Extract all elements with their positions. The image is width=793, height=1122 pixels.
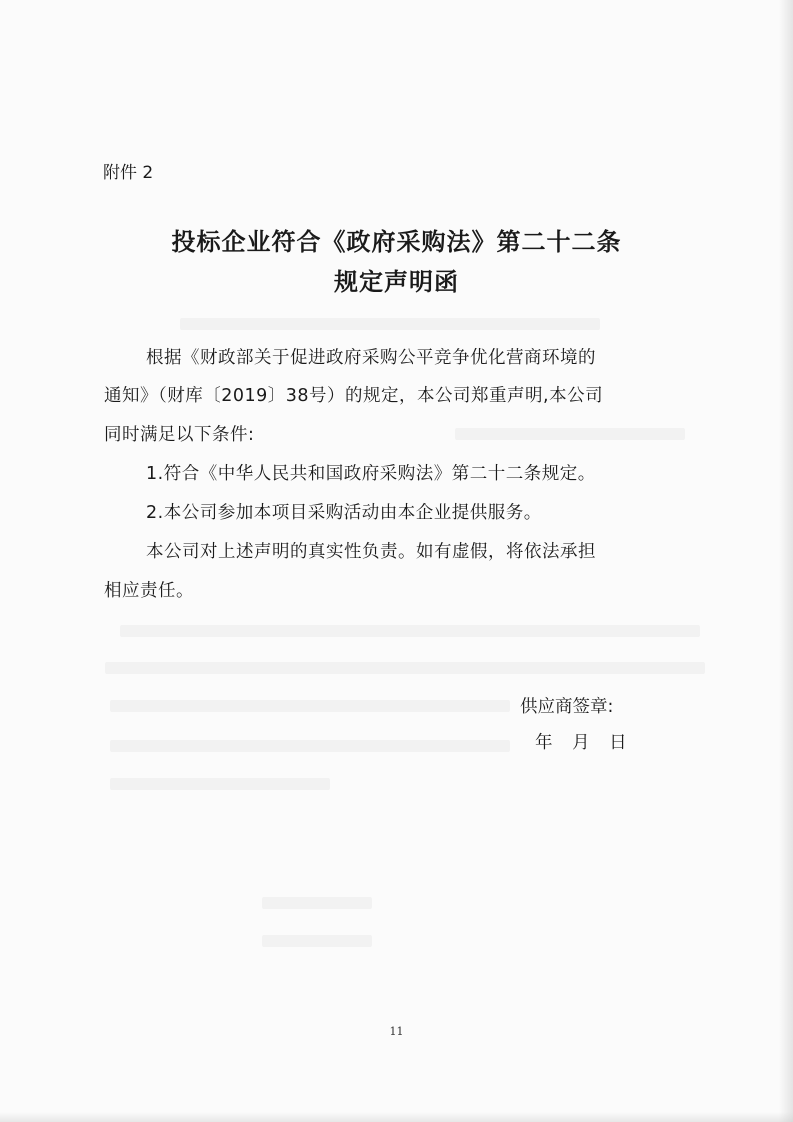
bleed-through-mark xyxy=(105,662,705,674)
bleed-through-mark xyxy=(262,935,372,947)
bleed-through-mark xyxy=(120,625,700,637)
body-line: 本公司对上述声明的真实性负责。如有虚假，将依法承担 xyxy=(146,542,596,562)
body-line: 同时满足以下条件: xyxy=(104,425,255,445)
body-line: 2.本公司参加本项目采购活动由本企业提供服务。 xyxy=(146,503,542,523)
supplier-signature-label: 供应商签章: xyxy=(520,697,614,717)
document-title-line-1: 投标企业符合《政府采购法》第二十二条 xyxy=(171,227,622,256)
body-line: 通知》（财库〔2019〕38号）的规定，本公司郑重声明,本公司 xyxy=(104,386,604,406)
document-title-line-2: 规定声明函 xyxy=(334,267,459,296)
attachment-label: 附件 2 xyxy=(103,163,154,183)
bleed-through-mark xyxy=(110,778,330,790)
date-line: 年 月 日 xyxy=(535,733,627,753)
body-line: 1.符合《中华人民共和国政府采购法》第二十二条规定。 xyxy=(146,464,596,484)
scan-edge xyxy=(0,1112,793,1122)
scan-edge xyxy=(779,0,793,1122)
bleed-through-mark xyxy=(455,428,685,440)
body-line: 相应责任。 xyxy=(104,581,194,601)
bleed-through-mark xyxy=(110,700,510,712)
bleed-through-mark xyxy=(110,740,510,752)
bleed-through-mark xyxy=(262,897,372,909)
page-number: 11 xyxy=(389,1025,404,1038)
body-line: 根据《财政部关于促进政府采购公平竞争优化营商环境的 xyxy=(146,348,596,368)
bleed-through-mark xyxy=(180,318,600,330)
